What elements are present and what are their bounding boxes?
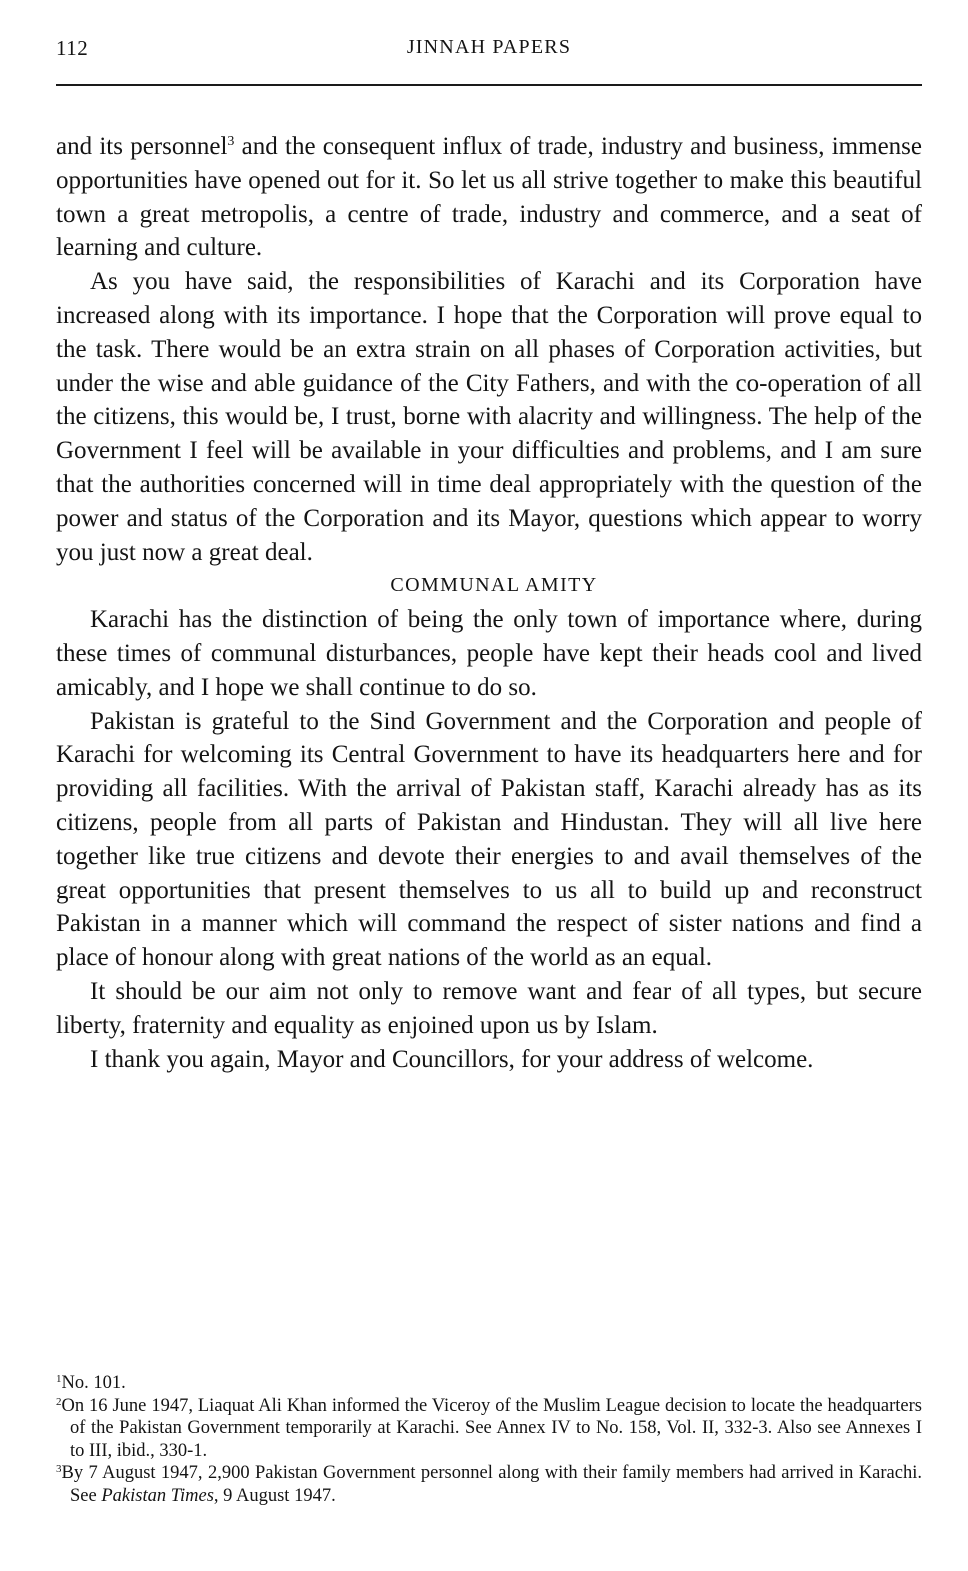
publication-title: Pakistan Times xyxy=(101,1485,214,1506)
footnote-ref-3: 3 xyxy=(227,134,235,149)
footnote-text: No. 101. xyxy=(61,1373,126,1393)
footnote-2 xyxy=(56,1395,922,1463)
footnote-text: By 7 August 1947, 2,900 Pakistan Government personnel along with their family members had arrived in Karachi. See xyxy=(61,1463,922,1506)
footnote-text: On 16 June 1947, Liaquat Ali Khan informed the Viceroy of the Muslim League decision to locate the headquarters of the Pakistan Government temporarily at Karachi. See Annex IV to No. 158, Vol. II, 332-3. Also see Annexes I to III, ibid., 330-1. xyxy=(61,1395,922,1461)
paragraph-1 xyxy=(56,130,922,265)
footnote-1 xyxy=(56,1372,922,1395)
running-title: JINNAH PAPERS xyxy=(406,36,572,58)
section-heading: COMMUNAL AMITY xyxy=(390,574,598,597)
footnote-text-end: , 9 August 1947. xyxy=(213,1485,336,1506)
paragraph-2: As you have said, the responsibilities of Karachi and its Corporation have increased along with its importance. I hope that the Corporation will prove equal to the task. There would be an extra strain on all phases of Corporation activities, but under the wise and able guidance of the City Fathers, and with the co-operation of all the citizens, this would be, I trust, borne with alacrity and willingness. The help of the Government I feel will be available in your difficulties and problems, and I am sure that the authorities concerned will in time deal appropriately with the question of the power and status of the Corporation and its Mayor, questions which appear to worry you just now a great deal. xyxy=(56,268,922,566)
paragraph-5: It should be our aim not only to remove want and fear of all types, but secure liberty, fraternity and equality as enjoined upon us by Islam. xyxy=(56,977,922,1039)
body-text xyxy=(56,130,922,1076)
header-rule xyxy=(56,84,922,86)
footnote-mark: 2 xyxy=(56,1395,62,1408)
paragraph-1-start: and its personnel xyxy=(56,133,228,160)
paragraph-6: I thank you again, Mayor and Councillors, for your address of welcome. xyxy=(90,1045,814,1073)
paragraph-4: Pakistan is grateful to the Sind Government and the Corporation and people of Karachi for welcoming its Central Government to have its headquarters here and for providing all facilities. With the arrival of Pakistan staff, Karachi already has as its citizens, people from all parts of Pakistan and Hindustan. They will all live here together like true citizens and devote their energies to and avail themselves of the great opportunities that present themselves to us all to build up and reconstruct Pakistan in a manner which will command the respect of sister nations and find a place of honour along with great nations of the world as an equal. xyxy=(56,707,922,972)
footnote-mark: 1 xyxy=(56,1373,62,1385)
footnotes xyxy=(56,1372,922,1508)
running-header xyxy=(56,34,922,70)
paragraph-1-rest: and the consequent influx of trade, industry and business, immense opportunities have opened out for it. So let us all strive together to make this beautiful town a great metropolis, a centre of trade, industry and commerce, and a seat of learning and culture. xyxy=(56,133,922,262)
footnote-mark: 3 xyxy=(56,1463,62,1476)
page-number: 112 xyxy=(56,36,89,60)
footnote-3 xyxy=(56,1462,922,1507)
paragraph-3: Karachi has the distinction of being the only town of importance where, during these times of communal disturbances, people have kept their heads cool and lived amicably, and I hope we shall continue to do so. xyxy=(56,606,922,701)
